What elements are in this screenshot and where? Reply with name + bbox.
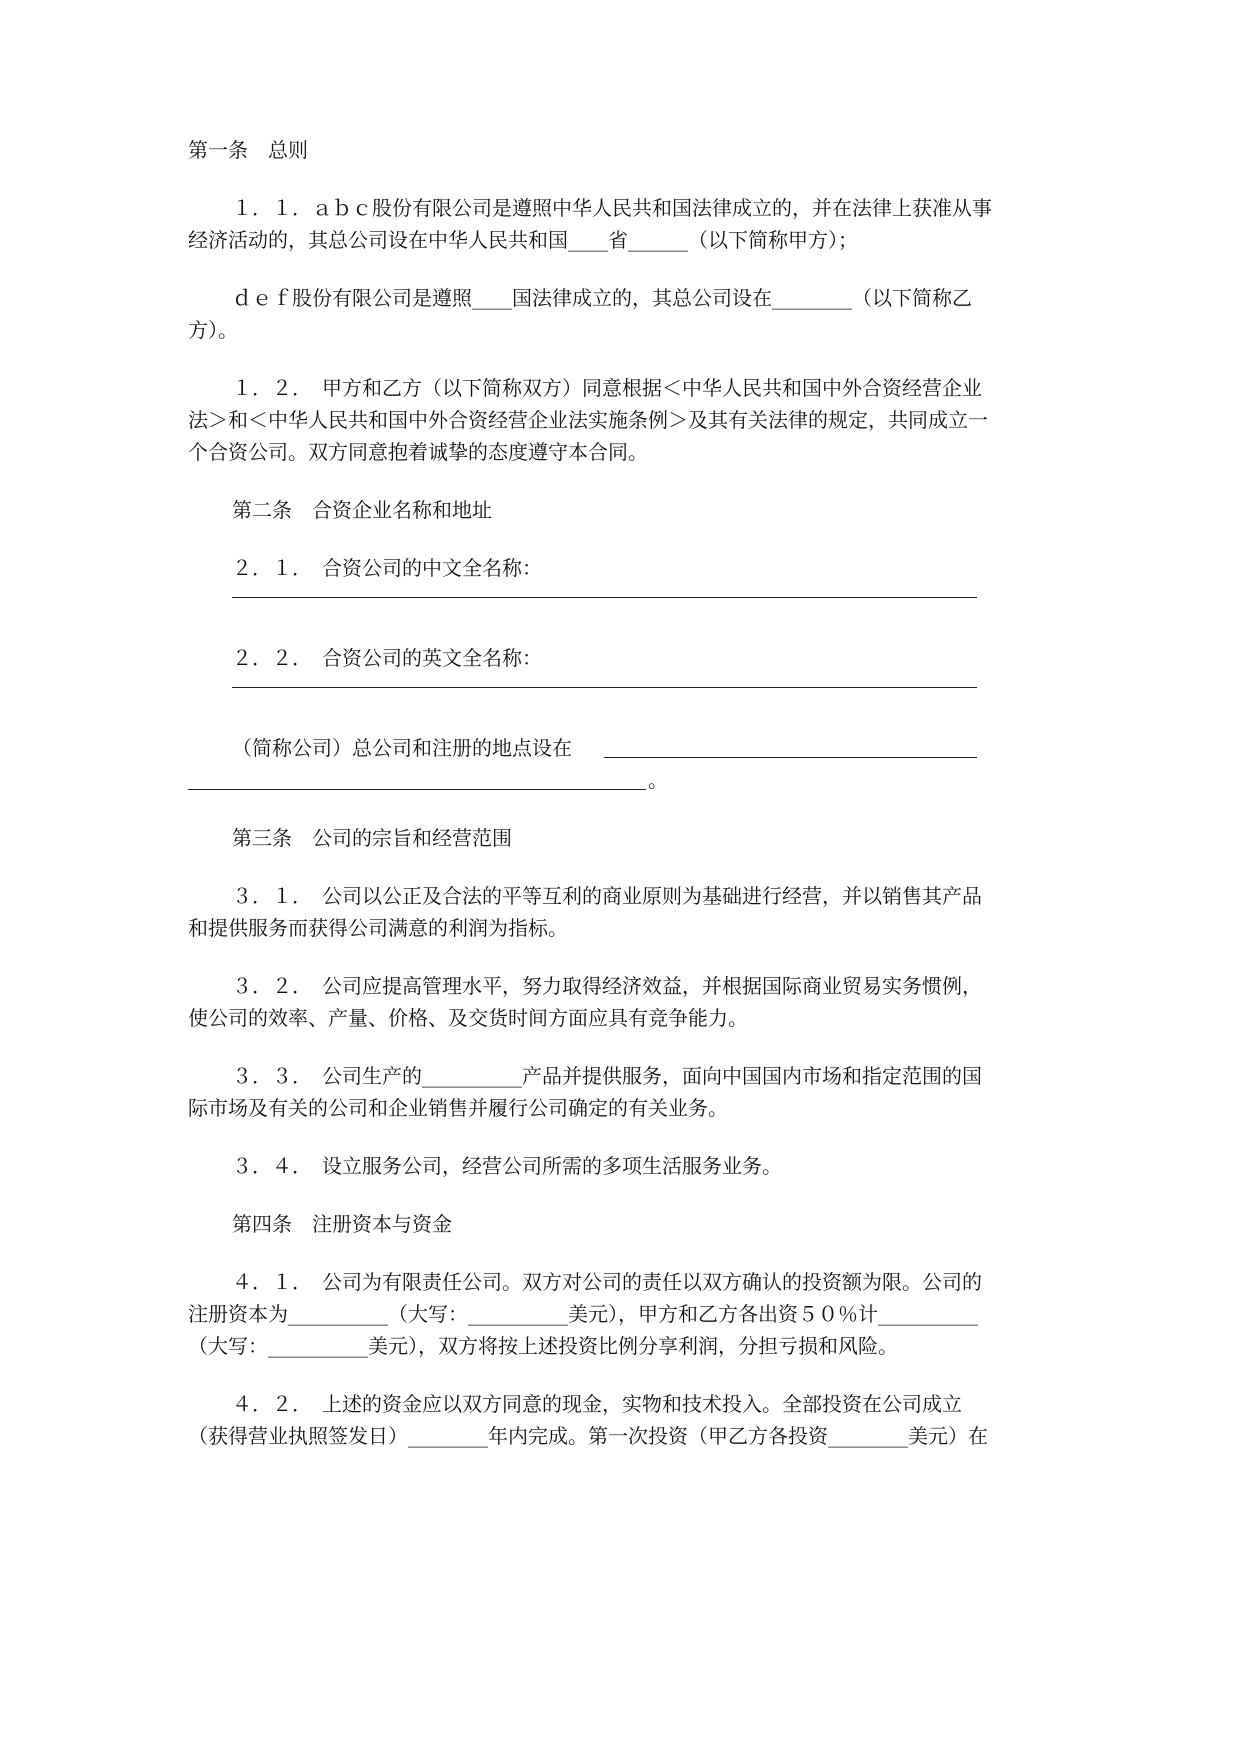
clause-1-1-line-1: １．１．ａｂｃ股份有限公司是遵照中华人民共和国法律成立的，并在法律上获准从事 — [232, 196, 992, 220]
address-blank-line-1 — [604, 757, 977, 758]
chinese-name-blank-line — [232, 597, 977, 598]
party-b-line-1: ｄｅｆ股份有限公司是遵照____国法律成立的，其总公司设在________（以下简称乙 — [232, 286, 972, 310]
clause-3-1-line-2: 和提供服务而获得公司满意的利润为指标。 — [188, 916, 568, 940]
clause-3-4: ３．４． 设立服务公司，经营公司所需的多项生活服务业务。 — [232, 1154, 782, 1178]
clause-1-2-line-2: 法＞和＜中华人民共和国中外合资经营企业法实施条例＞及其有关法律的规定，共同成立一 — [188, 408, 988, 432]
clause-3-2-line-2: 使公司的效率、产量、价格、及交货时间方面应具有竞争能力。 — [188, 1006, 748, 1030]
clause-3-3-line-1: ３．３． 公司生产的__________产品并提供服务，面向中国国内市场和指定范围的国 — [232, 1064, 982, 1088]
clause-4-1-line-3: （大写：__________美元），双方将按上述投资比例分享利润，分担亏损和风险。 — [188, 1334, 898, 1358]
address-blank-line-2 — [188, 789, 646, 790]
clause-3-2-line-1: ３．２． 公司应提高管理水平，努力取得经济效益，并根据国际商业贸易实务惯例， — [232, 974, 982, 998]
clause-2-1: ２．１． 合资公司的中文全名称： — [232, 556, 542, 580]
clause-3-1-line-1: ３．１． 公司以公正及合法的平等互利的商业原则为基础进行经营，并以销售其产品 — [232, 884, 982, 908]
clause-1-1-line-2: 经济活动的，其总公司设在中华人民共和国____省______（以下简称甲方）； — [188, 228, 858, 252]
clause-3-3-line-2: 际市场及有关的公司和企业销售并履行公司确定的有关业务。 — [188, 1096, 728, 1120]
address-line-1: （简称公司）总公司和注册的地点设在 — [232, 736, 572, 760]
clause-1-2-line-1: １．２． 甲方和乙方（以下简称双方）同意根据＜中华人民共和国中外合资经营企业 — [232, 376, 982, 400]
clause-4-1-line-1: ４．１． 公司为有限责任公司。双方对公司的责任以双方确认的投资额为限。公司的 — [232, 1270, 982, 1294]
clause-2-2: ２．２． 合资公司的英文全名称： — [232, 646, 542, 670]
party-b-line-2: 方）。 — [188, 318, 238, 342]
clause-4-2-line-1: ４．２． 上述的资金应以双方同意的现金，实物和技术投入。全部投资在公司成立 — [232, 1392, 962, 1416]
clause-4-2-line-2: （获得营业执照签发日）________年内完成。第一次投资（甲乙方各投资________美元）在 — [188, 1424, 988, 1448]
section-1-heading: 第一条 总则 — [188, 138, 308, 162]
clause-4-1-line-2: 注册资本为__________（大写：__________美元），甲方和乙方各出资５０％计__________ — [188, 1302, 978, 1326]
address-line-end: 。 — [648, 768, 668, 792]
section-4-heading: 第四条 注册资本与资金 — [232, 1212, 452, 1236]
section-2-heading: 第二条 合资企业名称和地址 — [232, 498, 492, 522]
english-name-blank-line — [232, 687, 977, 688]
clause-1-2-line-3: 个合资公司。双方同意抱着诚挚的态度遵守本合同。 — [188, 440, 648, 464]
section-3-heading: 第三条 公司的宗旨和经营范围 — [232, 826, 512, 850]
